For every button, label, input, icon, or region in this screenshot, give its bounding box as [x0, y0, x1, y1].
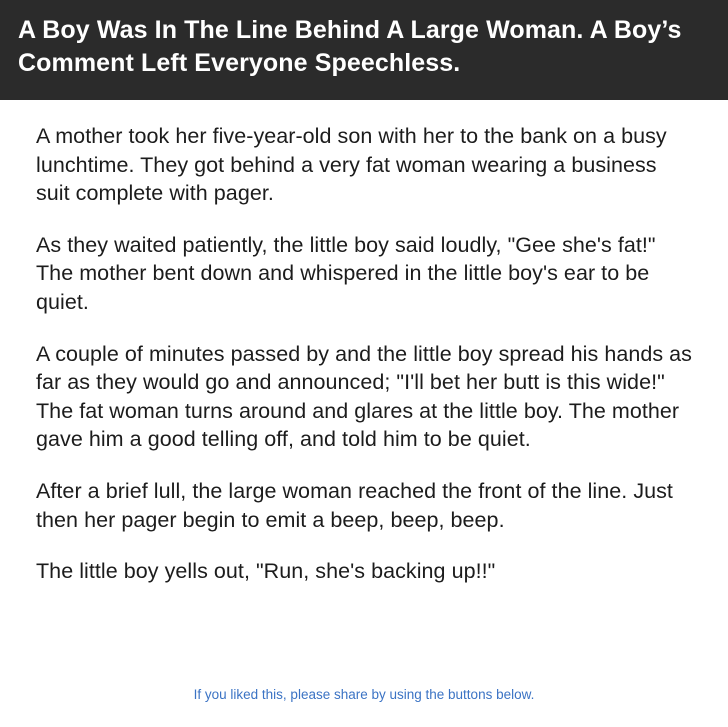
- article-paragraph: As they waited patiently, the little boy said loudly, "Gee she's fat!" The mother bent down and whispered in the little boy's ear to be quiet.: [36, 232, 656, 314]
- article-paragraph: A couple of minutes passed by and the little boy spread his hands as far as they would go and announced; "I'll bet her butt is this wide!" The fat woman turns around and glares at the little boy. The mother gave him a good telling off, and told him to be quiet.: [36, 341, 692, 452]
- article-paragraph: After a brief lull, the large woman reached the front of the line. Just then her pager begin to emit a beep, beep, beep.: [36, 478, 673, 532]
- article-footer: [0, 676, 728, 727]
- article-paragraph: A mother took her five-year-old son with her to the bank on a busy lunchtime. They got behind a very fat woman wearing a business suit complete with pager.: [36, 124, 667, 206]
- article-paragraph: The little boy yells out, "Run, she's backing up!!": [36, 559, 496, 584]
- page-title: A Boy Was In The Line Behind A Large Woman. A Boy’s Comment Left Everyone Speechless.: [18, 16, 682, 78]
- article-header: [0, 0, 728, 100]
- share-prompt-link[interactable]: If you liked this, please share by using the buttons below.: [193, 687, 535, 703]
- article-body: [0, 100, 728, 676]
